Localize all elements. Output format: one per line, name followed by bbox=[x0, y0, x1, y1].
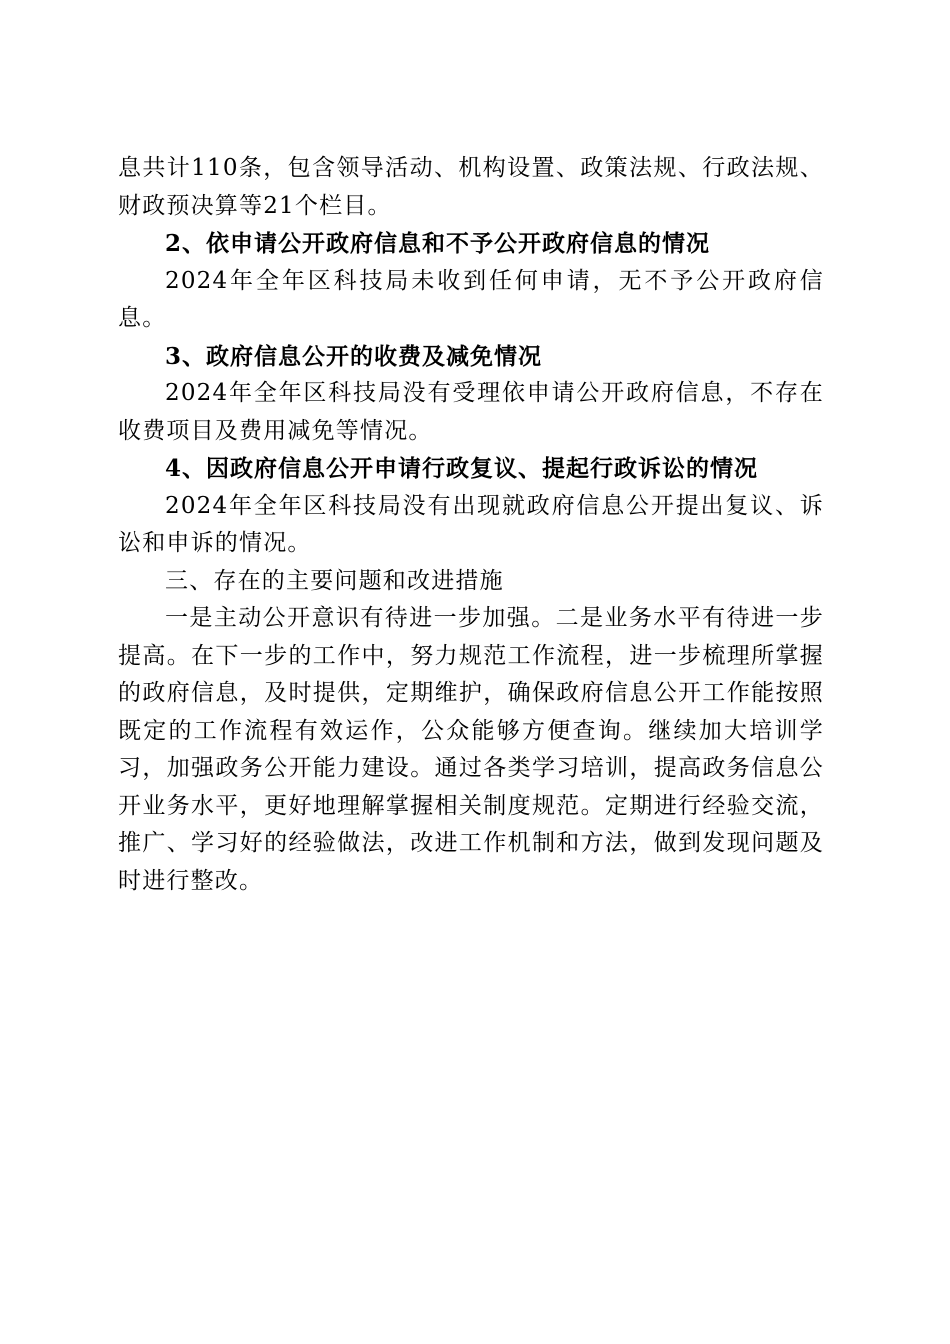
body-paragraph-continued: 息共计110条，包含领导活动、机构设置、政策法规、行政法规、财政预决算等21个栏目。 bbox=[118, 155, 824, 219]
sub-heading-fees-and-waivers: 3、政府信息公开的收费及减免情况 bbox=[165, 342, 543, 370]
sub-heading-application-disclosure: 2、依申请公开政府信息和不予公开政府信息的情况 bbox=[165, 230, 711, 257]
body-paragraph-problems-and-measures: 一是主动公开意识有待进一步加强。二是业务水平有待进一步提高。在下一步的工作中，努力规范工作流程，进一步梳理所掌握的政府信息，及时提供，定期维护，确保政府信息公开工作能按照既定的工作流程有效运作，公众能够方便查询。继续加大培训学习，加强政务公开能力建设。通过各类学习培训，提高政务信息公开业务水平，更好地理解掌握相关制度规范。定期进行经验交流，推广、学习好的经验做法，改进工作机制和方法，做到发现问题及时进行整改。 bbox=[118, 605, 824, 894]
document-page bbox=[118, 150, 824, 900]
body-paragraph-application-disclosure: 2024年全年区科技局未收到任何申请，无不予公开政府信息。 bbox=[118, 267, 824, 331]
section-heading-problems-and-measures: 三、存在的主要问题和改进措施 bbox=[165, 567, 504, 594]
sub-heading-review-and-litigation: 4、因政府信息公开申请行政复议、提起行政诉讼的情况 bbox=[165, 455, 759, 482]
body-paragraph-fees-and-waivers: 2024年全年区科技局没有受理依申请公开政府信息，不存在收费项目及费用减免等情况。 bbox=[118, 380, 824, 444]
body-paragraph-review-and-litigation: 2024年全年区科技局没有出现就政府信息公开提出复议、诉讼和申诉的情况。 bbox=[118, 492, 824, 556]
